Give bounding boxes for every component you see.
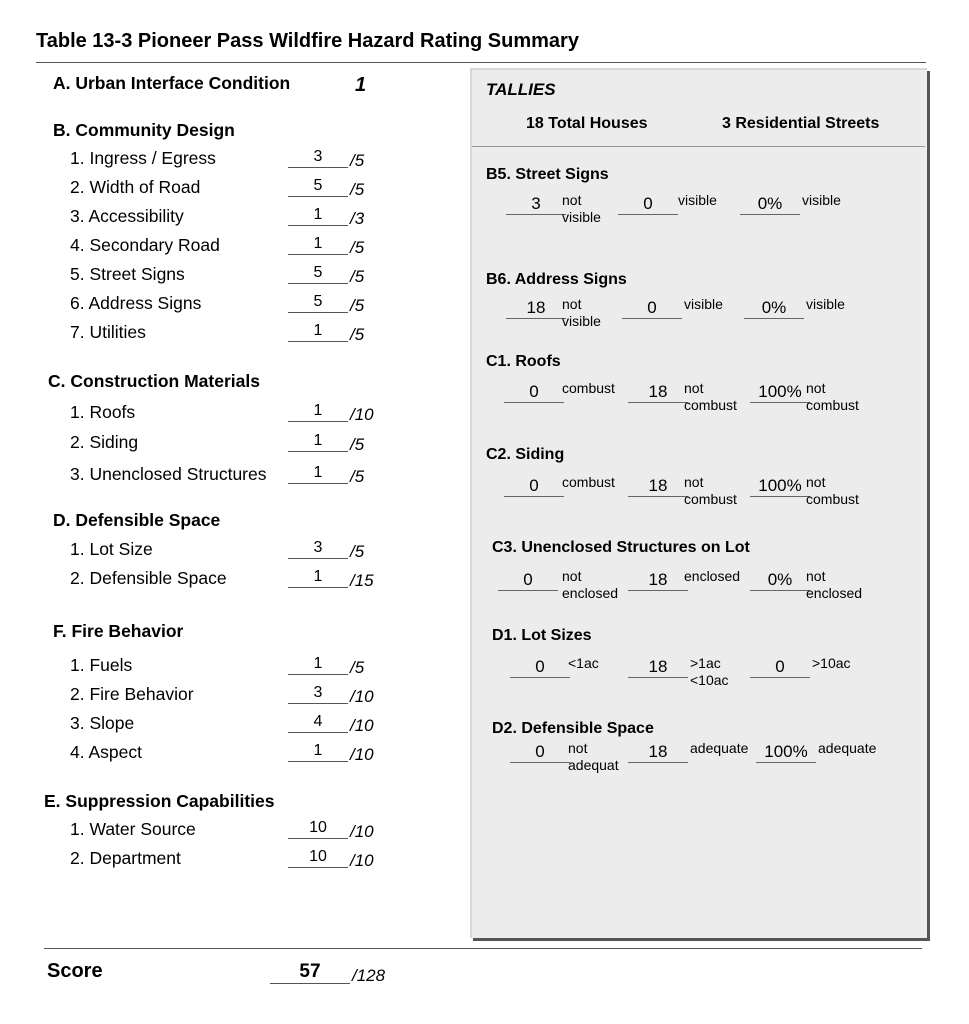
item-value: 1 <box>288 322 348 342</box>
tally-value: 100% <box>750 382 810 403</box>
tally-value: 0 <box>622 298 682 319</box>
section-c-title: C. Construction Materials <box>48 371 260 391</box>
score-divider <box>44 948 922 949</box>
item-label: 1. Ingress / Egress <box>70 148 216 168</box>
section-a-value: 1 <box>355 74 367 96</box>
item-value: 1 <box>288 402 348 422</box>
tally-label: not enclosed <box>806 568 863 601</box>
tally-value: 0 <box>498 570 558 591</box>
item-label: 3. Unenclosed Structures <box>70 464 267 484</box>
item-label: 7. Utilities <box>70 322 146 342</box>
item-max: /5 <box>350 467 365 486</box>
tally-value: 0% <box>740 194 800 215</box>
item-value: 10 <box>288 848 348 868</box>
title-divider <box>36 62 926 63</box>
item-value: 5 <box>288 177 348 197</box>
score-label: Score <box>47 960 103 982</box>
item-value: 3 <box>288 539 348 559</box>
tally-label: visible <box>802 192 841 208</box>
item-max: /5 <box>350 267 365 286</box>
item-label: 3. Accessibility <box>70 206 184 226</box>
item-max: /10 <box>350 405 374 424</box>
tally-label: combust <box>562 380 615 396</box>
item-max: /5 <box>350 180 365 199</box>
tally-group-title: B6. Address Signs <box>486 271 627 288</box>
item-label: 3. Slope <box>70 713 135 733</box>
item-value: 1 <box>288 206 348 226</box>
item-max: /10 <box>350 822 374 841</box>
tally-value: 0 <box>510 742 570 763</box>
item-label: 1. Fuels <box>70 655 133 675</box>
item-value: 4 <box>288 713 348 733</box>
tally-value: 0 <box>504 476 564 497</box>
tally-label: visible <box>678 192 717 208</box>
section-d-title: D. Defensible Space <box>53 510 221 530</box>
tally-label: combust <box>562 474 615 490</box>
item-value: 1 <box>288 464 348 484</box>
section-e-title: E. Suppression Capabilities <box>44 791 275 811</box>
score-value: 57 <box>270 961 350 984</box>
residential-streets: 3 Residential Streets <box>722 115 880 132</box>
item-value: 1 <box>288 742 348 762</box>
item-label: 5. Street Signs <box>70 264 185 284</box>
tally-label: enclosed <box>684 568 741 584</box>
tally-label: not combust <box>684 474 737 507</box>
item-value: 1 <box>288 655 348 675</box>
tally-value: 0 <box>618 194 678 215</box>
tally-group-title: C2. Siding <box>486 446 565 463</box>
item-label: 2. Width of Road <box>70 177 201 197</box>
tally-value: 0 <box>510 657 570 678</box>
tally-label: >1ac <10ac <box>690 655 729 688</box>
item-label: 1. Roofs <box>70 402 136 422</box>
tally-label: not visible <box>562 296 601 329</box>
item-label: 1. Water Source <box>70 819 196 839</box>
tally-group-title: D1. Lot Sizes <box>492 627 592 644</box>
item-label: 1. Lot Size <box>70 539 153 559</box>
tally-label: visible <box>806 296 845 312</box>
tallies-panel <box>470 68 927 938</box>
total-houses: 18 Total Houses <box>526 115 648 132</box>
score-max: /128 <box>352 966 386 985</box>
item-value: 10 <box>288 819 348 839</box>
item-label: 2. Department <box>70 848 181 868</box>
tallies-title: TALLIES <box>486 80 556 99</box>
item-max: /3 <box>350 209 365 228</box>
tally-label: not combust <box>806 474 859 507</box>
item-value: 1 <box>288 235 348 255</box>
tally-label: not visible <box>562 192 601 225</box>
tally-group-title: C1. Roofs <box>486 353 561 370</box>
item-label: 6. Address Signs <box>70 293 202 313</box>
tally-group-title: B5. Street Signs <box>486 166 609 183</box>
item-max: /5 <box>350 542 365 561</box>
section-f-title: F. Fire Behavior <box>53 621 184 641</box>
item-max: /5 <box>350 435 365 454</box>
item-value: 1 <box>288 568 348 588</box>
tally-label: not enclosed <box>562 568 619 601</box>
tally-value: 18 <box>628 476 688 497</box>
tally-label: adequate <box>690 740 749 756</box>
tally-value: 0% <box>744 298 804 319</box>
tally-group-title: D2. Defensible Space <box>492 720 654 737</box>
tally-value: 18 <box>628 570 688 591</box>
tally-value: 3 <box>506 194 566 215</box>
tally-value: 18 <box>628 382 688 403</box>
item-max: /10 <box>350 687 374 706</box>
tally-label: not combust <box>684 380 737 413</box>
item-value: 3 <box>288 684 348 704</box>
item-value: 5 <box>288 264 348 284</box>
tally-value: 0 <box>750 657 810 678</box>
item-label: 4. Aspect <box>70 742 142 762</box>
tally-value: 100% <box>756 742 816 763</box>
item-max: /5 <box>350 238 365 257</box>
tally-label: >10ac <box>812 655 851 671</box>
item-max: /15 <box>350 571 374 590</box>
tally-value: 18 <box>506 298 566 319</box>
item-max: /10 <box>350 851 374 870</box>
item-max: /5 <box>350 296 365 315</box>
item-label: 2. Siding <box>70 432 139 452</box>
item-value: 3 <box>288 148 348 168</box>
item-label: 2. Defensible Space <box>70 568 227 588</box>
tally-label: <1ac <box>568 655 599 671</box>
tally-value: 0 <box>504 382 564 403</box>
item-label: 2. Fire Behavior <box>70 684 194 704</box>
tally-value: 18 <box>628 657 688 678</box>
item-max: /10 <box>350 745 374 764</box>
item-value: 5 <box>288 293 348 313</box>
item-max: /5 <box>350 658 365 677</box>
item-max: /5 <box>350 151 365 170</box>
section-b-title: B. Community Design <box>53 120 235 140</box>
item-max: /5 <box>350 325 365 344</box>
page-title: Table 13-3 Pioneer Pass Wildfire Hazard Rating Summary <box>36 30 579 52</box>
item-value: 1 <box>288 432 348 452</box>
tally-label: visible <box>684 296 723 312</box>
item-max: /10 <box>350 716 374 735</box>
tally-value: 0% <box>750 570 810 591</box>
tally-value: 100% <box>750 476 810 497</box>
item-label: 4. Secondary Road <box>70 235 220 255</box>
tally-label: not adequat <box>568 740 619 773</box>
tallies-divider <box>472 146 925 147</box>
tally-value: 18 <box>628 742 688 763</box>
tally-label: adequate <box>818 740 877 756</box>
section-a-title: A. Urban Interface Condition <box>53 73 291 93</box>
tally-group-title: C3. Unenclosed Structures on Lot <box>492 539 750 556</box>
tally-label: not combust <box>806 380 859 413</box>
